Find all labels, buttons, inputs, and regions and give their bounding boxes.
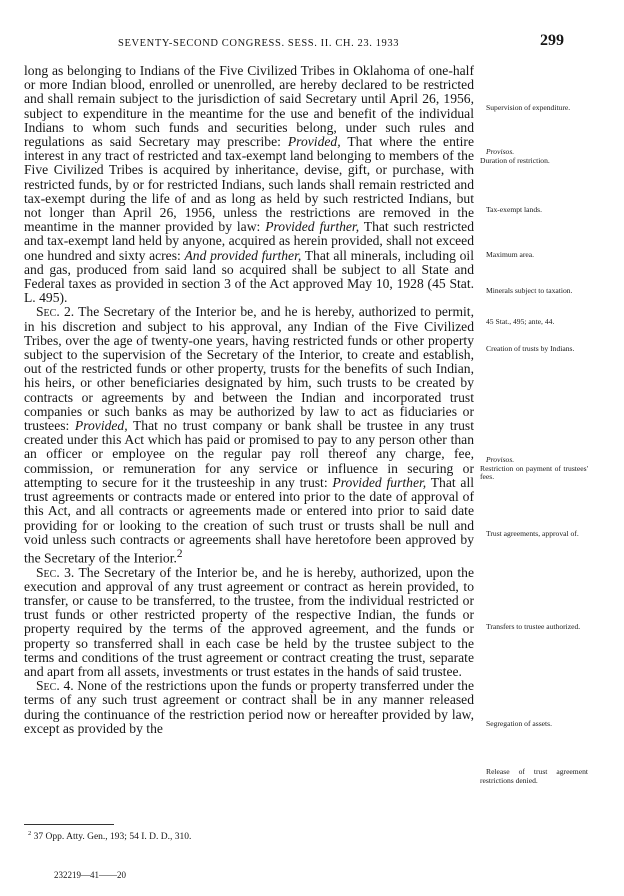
provisos-label: Provisos. (486, 147, 515, 156)
running-head: SEVENTY-SECOND CONGRESS. SESS. II. CH. 23. 1933 (118, 38, 400, 49)
text-run: That all trust agreements or contracts made or entered into prior to the date of approval of this Act, and all contracts or agreements made or entered into prior to said date providing for or looking to the creation of such trust or trusts shall be null and void unless such contracts or agreements shall have heretofore been approved by the Secretary of the Interior. (24, 474, 475, 566)
provisos-label: Provisos. (486, 455, 515, 464)
margin-note-trust-agreements: Trust agreements, approval of. (486, 529, 579, 538)
margin-note-creation-of-trusts: Creation of trusts by Indians. (486, 344, 575, 353)
section-label: Sec. 3. (36, 564, 75, 580)
margin-note-restriction-fees (480, 456, 588, 482)
proviso-phrase: Provided, (287, 134, 341, 150)
statute-body (24, 64, 474, 736)
margin-note-release: Release of trust agreement restrictions denied. (480, 767, 588, 785)
margin-note-text: Duration of restriction. (480, 155, 550, 165)
margin-note-duration (480, 148, 588, 165)
printer-imprint: 232219—41——20 (54, 870, 126, 880)
proviso-phrase: Provided further, (332, 474, 427, 490)
text-run: That no trust company or bank shall be trustee in any trust created under this Act which has paid or promised to pay to any person other than an officer or employee on the regular pay roll thereof any charge, fee, commission, or remuneration for any service or influence in securing or attempting to secure for it the trusteeship in any trust: (24, 418, 474, 490)
footnote (28, 830, 191, 842)
text-run: That where the entire interest in any tract of restricted and tax-exempt land belonging to members of the Five Civilized Tribes is acquired by inheritance, devise, gift, or purchase, with restricted funds, by or for restricted Indians, such lands shall remain restricted and tax-exempt during the life of and as long as held by such restricted Indians, but not longer than April 26, 1956, unless the restrictions are removed in the meantime in the manner provided by law: (24, 134, 474, 235)
section-label: Sec. 4. (36, 678, 74, 694)
section-2 (24, 305, 474, 565)
section-4 (24, 679, 474, 736)
margin-note-transfers: Transfers to trustee authorized. (486, 622, 581, 631)
footnote-text: 37 Opp. Atty. Gen., 193; 54 I. D. D., 310. (31, 832, 192, 843)
footnote-mark: 2 (28, 830, 32, 837)
margin-note-minerals: Minerals subject to taxation. (486, 286, 573, 295)
text-run: The Secretary of the Interior be, and he is hereby, authorized to permit, in his discretion and subject to his approval, any Indian of the Five Civilized Tribes, over the age of twenty-one years, having restricted funds or other property subject to the supervision of the Secretary of the Interior, to create and establish, out of the restricted funds or other property, trusts for the benefits of such Indian, his heirs, or other beneficiaries designated by him, such trusts to be created by contracts or agreements by and between the Indian and incorporated trust companies or such banks as may be authorized by law to act as fiduciaries or trustees: (24, 304, 474, 434)
text-run: long as belonging to Indians of the Five Civilized Tribes in Oklahoma of one-half or more Indian blood, enrolled or unenrolled, are hereby declared to be restricted and shall remain subject to the jurisdiction of said Secretary until April 26, 1956, subject to expenditure in the meantime for the use and benefit of the individual Indians to whom such funds and securities belong, under such rules and regulations as said Secretary may prescribe: (24, 63, 474, 150)
text-run: The Secretary of the Interior be, and he is hereby, authorized, upon the execution and approval of any trust agreement or contract as herein provided, to transfer, or cause to be transferred, to the trustee, from the individual restricted or trust funds or other restricted property of the respective Indian, the funds or property required by the terms of the approved agreement, and the funds or property so transferred shall in each case be held by the trustee subject to the terms and conditions of the trust agreement or contract creating the trust, separate and apart from all assets, investments or trust estates in the hands of said trustee. (24, 564, 474, 680)
section-label: Sec. 2. (36, 304, 75, 320)
margin-note-maximum-area: Maximum area. (486, 250, 535, 259)
text-run: That all minerals, including oil and gas, produced from said land so acquired shall be subject to all State and Federal taxes as provided in section 3 of the Act approved May 10, 1928 (45 Stat. L. 495). (24, 247, 474, 306)
footnote-reference: 2 (176, 547, 183, 560)
margin-note-text: Restriction on payment of trustees' fees. (480, 463, 588, 482)
footnote-divider (24, 824, 114, 825)
margin-note-segregation: Segregation of assets. (486, 719, 553, 728)
page-header (0, 28, 624, 52)
section-3 (24, 566, 474, 680)
text-run: That such restricted and tax-exempt land held by anyone, acquired as herein provided, shall not exceed one hundred and sixty acres: (24, 219, 474, 263)
text-run: None of the restrictions upon the funds or property transferred under the terms of any such trust agreement or contract shall be in any manner released during the continuance of the restriction period now or hereafter provided by law, except as provided by the (24, 678, 474, 736)
margin-note-supervision: Supervision of expenditure. (486, 103, 571, 112)
proviso-phrase: And provided further, (184, 247, 302, 263)
margin-note-stat-reference: 45 Stat., 495; ante, 44. (486, 317, 555, 326)
proviso-phrase: Provided, (74, 418, 128, 434)
paragraph-continuation (24, 64, 474, 305)
page-number: 299 (540, 32, 564, 49)
proviso-phrase: Provided further, (265, 219, 360, 235)
margin-note-tax-exempt: Tax-exempt lands. (486, 205, 542, 214)
